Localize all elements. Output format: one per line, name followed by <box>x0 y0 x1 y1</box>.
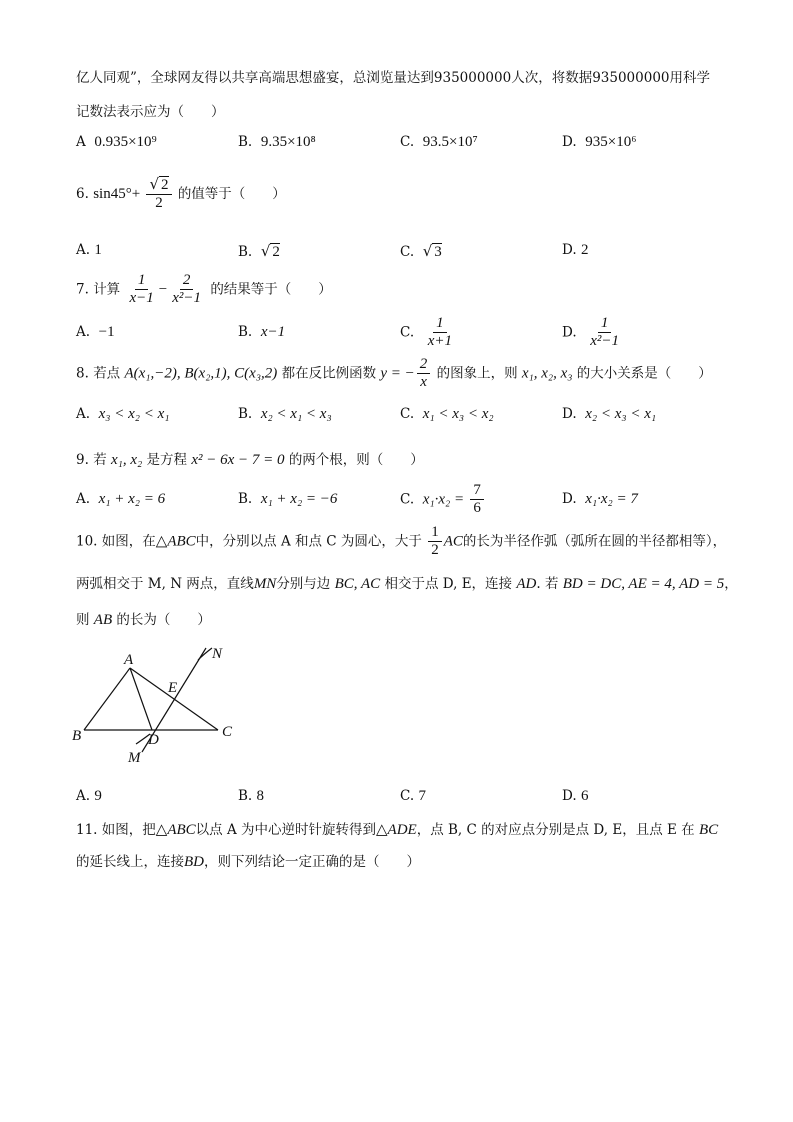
q8-option-d[interactable]: D. x₂ < x₃ < x₁ <box>562 406 657 422</box>
q6-option-d[interactable]: D. 2 <box>562 242 589 258</box>
q9-stem: 9. 若 x₁, x₂ 是方程 x² − 6x − 7 = 0 的两个根，则（ ） <box>76 452 424 468</box>
q9-number: 9. <box>76 452 89 468</box>
q10-number: 10. <box>76 533 98 550</box>
q8-options <box>76 406 736 423</box>
q10-option-a[interactable]: A. 9 <box>76 788 102 804</box>
q5-option-d[interactable]: D. 935×10⁶ <box>562 134 637 150</box>
q10-option-d[interactable]: D. 6 <box>562 788 589 804</box>
q7-options <box>76 315 736 351</box>
q7-fraction-2: $\frac{2}{\text{x²−1}}$ <box>172 272 202 307</box>
q6-option-b[interactable]: B. √ 2 <box>238 242 280 260</box>
q5-line1: 亿人同观”，全球网友得以共享高端思想盛宴，总浏览量达到935000000人次，将数据935000000用科学 <box>76 70 711 86</box>
label-m: M <box>128 750 141 766</box>
segment-ab <box>84 668 130 730</box>
q10-options <box>76 788 736 805</box>
q8-option-b[interactable]: B. x₂ < x₁ < x₃ <box>238 406 332 422</box>
q10-figure <box>70 640 250 770</box>
label-n: N <box>212 646 223 662</box>
q9-option-a[interactable]: A. x₁ + x₂ = 6 <box>76 491 166 508</box>
q10-line3: 则 AB 的长为（ ） <box>76 612 211 628</box>
q5-options <box>76 134 736 151</box>
q7-option-b[interactable]: B. x−1 <box>238 324 286 341</box>
q11-line1: 11. 如图，把△ABC以点 A 为中心逆时针旋转得到△ADE，点 B, C 的对应点分别是点 D, E，且点 E 在 BC <box>76 822 719 838</box>
q10-line1: 10. 如图，在△ABC中，分别以点 A 和点 C 为圆心，大于 $\frac{1}{2}$ AC的长为半径作弧（弧所在圆的半径都相等）， <box>76 524 727 559</box>
q6-option-c[interactable]: C. √ 3 <box>400 242 442 260</box>
q6-options <box>76 242 736 261</box>
q6-prefix: sin45°+ <box>93 185 141 202</box>
q10-line2: 两弧相交于 M, N 两点，直线MN分别与边 BC, AC 相交于点 D, E，连接 AD. 若 BD = DC, AE = 4, AD = 5， <box>76 576 738 592</box>
q6-stem <box>76 176 286 213</box>
label-e: E <box>168 680 178 696</box>
q7-stem: 7. 计算 $\frac{1}{x-1}$ − $\frac{2}{\text{x²−1}}$ 的结果等于（ ） <box>76 272 332 307</box>
q5-option-c[interactable]: C. 93.5×10⁷ <box>400 134 478 150</box>
q7-fraction-1: $\frac{1}{x-1}$ <box>129 272 154 307</box>
q8-option-c[interactable]: C. x₁ < x₃ < x₂ <box>400 406 494 422</box>
q11-number: 11. <box>76 822 98 838</box>
q6-option-a[interactable]: A. 1 <box>76 242 102 258</box>
q9-equation: x² − 6x − 7 = 0 <box>191 452 285 468</box>
label-d: D <box>148 732 159 748</box>
q10-option-b[interactable]: B. 8 <box>238 788 265 804</box>
q10-option-c[interactable]: C. 7 <box>400 788 426 804</box>
q6-fraction: $\frac{√ 2}{2}$ <box>146 176 171 213</box>
q9-options <box>76 482 736 518</box>
q5-option-a[interactable]: A 0.935×10⁹ <box>76 134 157 150</box>
q9-option-d[interactable]: D. x₁·x₂ = 7 <box>562 491 638 508</box>
segment-ad <box>130 668 152 730</box>
q7-number: 7. <box>76 281 89 298</box>
q8-number: 8. <box>76 365 89 382</box>
q5-line2: 记数法表示应为（ ） <box>76 104 225 120</box>
label-b: B <box>72 728 82 744</box>
q7-option-d[interactable]: D. $\frac{1}{\text{x²−1}}$ <box>562 315 620 350</box>
q6-number: 6. <box>76 185 89 202</box>
q9-option-b[interactable]: B. x₁ + x₂ = −6 <box>238 491 338 508</box>
q8-stem: 8. 若点 A(x₁,−2), B(x₂,1), C(x₃,2) 都在反比例函数 y = − $\frac{2}{x}$ 的图象上，则 x₁, x₂, x₃ 的大小关系是（ ） <box>76 356 712 391</box>
q5-option-b[interactable]: B. 9.35×10⁸ <box>238 134 316 150</box>
label-a: A <box>124 652 134 668</box>
q8-option-a[interactable]: A. x₃ < x₂ < x₁ <box>76 406 170 422</box>
q7-option-a[interactable]: A. −1 <box>76 324 115 341</box>
q9-option-c[interactable]: C. x₁·x₂ = $\frac{7}{6}$ <box>400 482 562 518</box>
q11-line2: 的延长线上，连接BD，则下列结论一定正确的是（ ） <box>76 854 420 870</box>
q7-option-c[interactable]: C. $\frac{1}{x+1}$ <box>400 315 453 350</box>
q8-fraction: $\frac{2}{x}$ <box>417 356 431 392</box>
label-c: C <box>222 724 233 740</box>
q8-points: A(x₁,−2), B(x₂,1), C(x₃,2) <box>124 365 278 382</box>
q6-suffix: 的值等于（ ） <box>177 185 286 202</box>
q10-half-fraction: $\frac{1}{2}$ <box>428 524 442 560</box>
